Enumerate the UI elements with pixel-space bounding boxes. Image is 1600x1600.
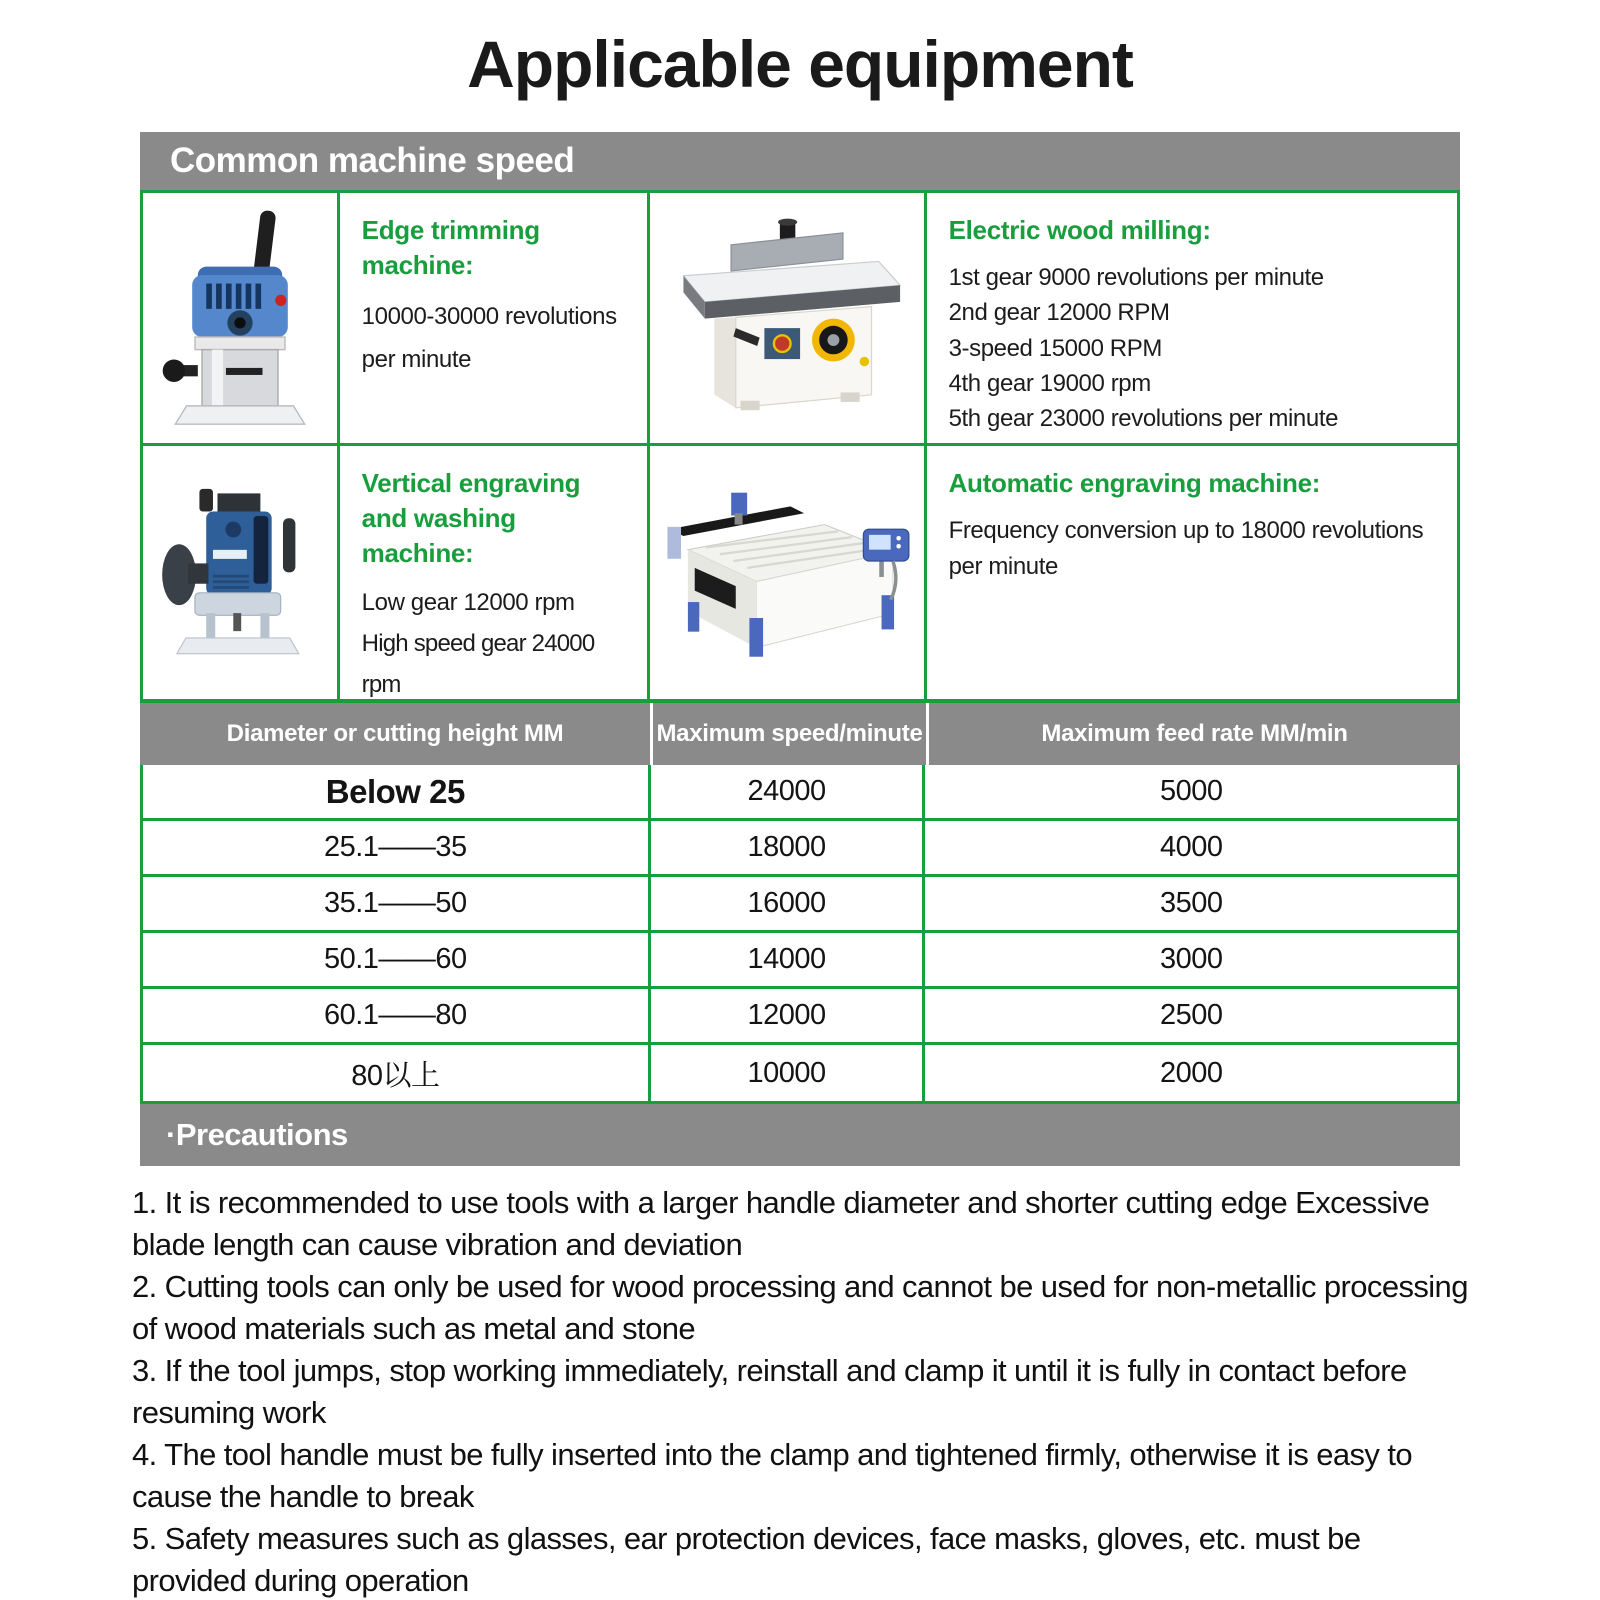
table-row	[143, 989, 1457, 1045]
precautions-header: ·Precautions	[140, 1104, 1460, 1166]
cell-max-speed: 16000	[651, 877, 926, 930]
plunge-router-image-cell	[143, 446, 340, 699]
machine-title: Edge trimming machine:	[361, 215, 540, 281]
cell-diameter: Below 25	[143, 765, 651, 818]
edge-trimming-machine-image	[155, 202, 325, 434]
table-row	[143, 821, 1457, 877]
cell-max-feed: 5000	[1159, 775, 1223, 807]
col-header-max-speed: Maximum speed/minute	[650, 703, 926, 765]
speed-table-header	[140, 699, 1460, 765]
machine-spec: High speed gear 24000 rpm	[361, 630, 595, 698]
table-row	[143, 877, 1457, 933]
cell-max-feed: 2000	[1159, 1056, 1223, 1089]
cell-diameter: 80以上	[143, 1045, 651, 1101]
precaution-item: 3. If the tool jumps, stop working immediately, reinstall and clamp it until it is fully in contact before resuming work	[132, 1353, 1407, 1430]
wood-milling-image-cell	[650, 193, 927, 446]
vertical-engraving-machine-image	[152, 458, 327, 688]
machine-spec: 10000-30000 revolutions per minute	[361, 303, 617, 374]
automatic-engraving-machine-image	[656, 478, 918, 668]
cell-max-feed: 4000	[1159, 831, 1223, 863]
machine-spec: 4th gear 19000 rpm	[948, 369, 1151, 397]
machine-spec: 2nd gear 12000 RPM	[948, 299, 1170, 327]
edge-trimmer-text-cell	[340, 193, 650, 446]
wood-milling-text-cell	[927, 193, 1457, 446]
machine-spec: 3-speed 15000 RPM	[948, 334, 1162, 362]
cell-max-speed: 10000	[651, 1045, 926, 1101]
machine-title: Automatic engraving machine:	[948, 468, 1321, 498]
col-header-diameter: Diameter or cutting height MM	[226, 720, 564, 747]
edge-trimmer-image-cell	[143, 193, 340, 446]
col-header-max-feed: Maximum feed rate MM/min	[926, 703, 1460, 765]
machine-spec: 1st gear 9000 revolutions per minute	[948, 264, 1324, 292]
machine-grid	[140, 190, 1460, 699]
precaution-item: 4. The tool handle must be fully inserted into the clamp and tightened firmly, otherwise it is easy to cause the handle to break	[132, 1437, 1412, 1514]
cell-max-feed: 2500	[1159, 999, 1223, 1031]
cell-max-speed: 14000	[651, 933, 926, 986]
cell-max-speed: 18000	[651, 821, 926, 874]
machine-title: Electric wood milling:	[948, 215, 1211, 245]
precautions-list	[132, 1182, 1468, 1600]
table-row	[143, 933, 1457, 989]
cell-diameter: 35.1——50	[143, 877, 651, 930]
machine-spec: 5th gear 23000 revolutions per minute	[948, 405, 1339, 433]
cell-max-speed: 12000	[651, 989, 926, 1042]
cell-max-feed: 3500	[1159, 887, 1223, 919]
cell-diameter: 60.1——80	[143, 989, 651, 1042]
plunge-router-text-cell	[340, 446, 650, 699]
machine-spec: Frequency conversion up to 18000 revolutions per minute	[948, 517, 1424, 581]
content-wrap	[140, 132, 1460, 1166]
page-title: Applicable equipment	[467, 27, 1133, 101]
precaution-item: 2. Cutting tools can only be used for wood processing and cannot be used for non-metallic processing of wood materials such as metal and stone	[132, 1269, 1468, 1346]
cell-diameter: 50.1——60	[143, 933, 651, 986]
table-row	[143, 765, 1457, 821]
machine-spec: Low gear 12000 rpm	[361, 589, 575, 617]
precaution-item: 1. It is recommended to use tools with a larger handle diameter and shorter cutting edge Excessive blade length can cause vibration and deviation	[132, 1185, 1430, 1262]
cell-diameter: 25.1——35	[143, 821, 651, 874]
precaution-item: 5. Safety measures such as glasses, ear protection devices, face masks, gloves, etc. must be provided during operation	[132, 1521, 1361, 1598]
machine-title: Vertical engraving and washing machine:	[361, 468, 581, 569]
table-row	[143, 1045, 1457, 1101]
cnc-router-image-cell	[650, 446, 927, 699]
electric-wood-milling-machine-image	[662, 213, 912, 423]
auto-engraver-text-cell	[927, 446, 1457, 699]
cell-max-speed: 24000	[651, 765, 926, 818]
speed-table-body	[140, 765, 1460, 1104]
cell-max-feed: 3000	[1159, 943, 1223, 975]
common-machine-speed-header: Common machine speed	[140, 132, 1460, 190]
